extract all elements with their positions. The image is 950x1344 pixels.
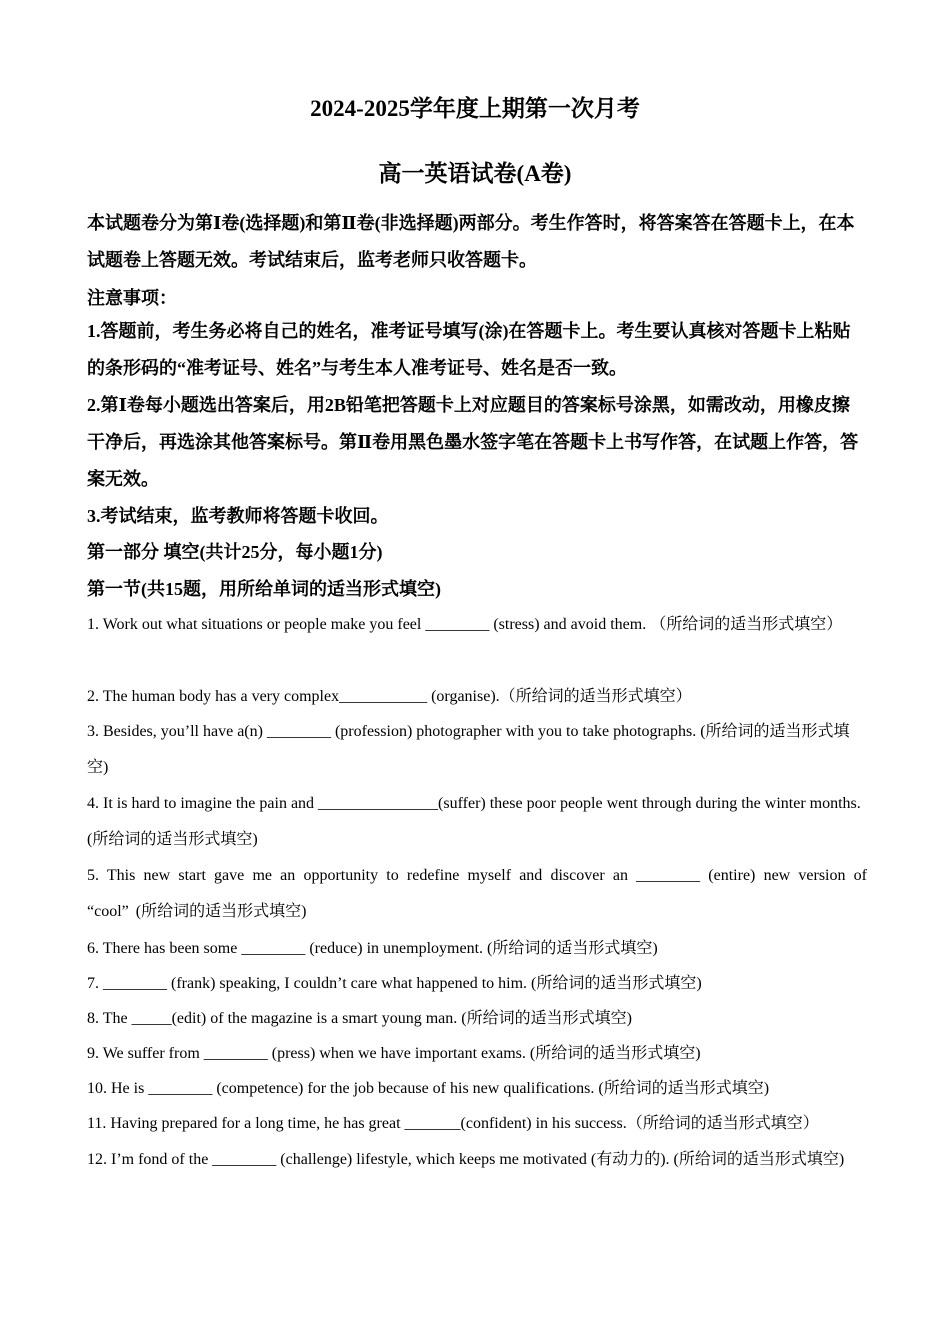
question-item: 3. Besides, you’ll have a(n) ________ (profession) photographer with you to take photographs. (所给词的适当形式填空) <box>87 723 850 776</box>
question-item: 10. He is ________ (competence) for the job because of his new qualifications. (所给词的适当形式填空) <box>87 1080 770 1097</box>
section1-heading: 第一节(共15题，用所给单词的适当形式填空) <box>87 579 441 599</box>
question-item: 12. I’m fond of the ________ (challenge) lifestyle, which keeps me motivated (有动力的). (所给词的适当形式填空) <box>87 1151 845 1168</box>
part1-heading: 第一部分 填空(共计25分，每小题1分) <box>87 542 383 562</box>
question-item: 2. The human body has a very complex___________ (organise).（所给词的适当形式填空） <box>87 688 692 705</box>
question-item: 4. It is hard to imagine the pain and _______________(suffer) these poor people went through during the winter months. (所给词的适当形式填空) <box>87 795 861 848</box>
question-item: 7. ________ (frank) speaking, I couldn’t care what happened to him. (所给词的适当形式填空) <box>87 975 702 992</box>
notice-item-2: 2.第Ⅰ卷每小题选出答案后，用2B铅笔把答题卡上对应题目的答案标号涂黑，如需改动，用橡皮擦干净后，再选涂其他答案标号。第Ⅱ卷用黑色墨水签字笔在答题卡上书写作答，在试题上作答，答案无效。 <box>87 395 859 489</box>
question-item: 11. Having prepared for a long time, he has great _______(confident) in his success.（所给词的适当形式填空） <box>87 1115 819 1132</box>
notice-title: 注意事项： <box>87 288 177 308</box>
page-subtitle: 高一英语试卷(A卷) <box>378 161 572 186</box>
question-item: 6. There has been some ________ (reduce) in unemployment. (所给词的适当形式填空) <box>87 940 658 957</box>
notice-item-3: 3.考试结束，监考教师将答题卡收回。 <box>87 506 389 526</box>
question-item: 5. This new start gave me an opportunity to redefine myself and discover an ________ (entire) new version of “cool” (所给词的适当形式填空) <box>87 867 867 920</box>
page-title: 2024-2025学年度上期第一次月考 <box>310 96 640 121</box>
question-item: 8. The _____(edit) of the magazine is a smart young man. (所给词的适当形式填空) <box>87 1010 632 1027</box>
question-item: 1. Work out what situations or people make you feel ________ (stress) and avoid them. （所给词的适当形式填空） <box>87 616 843 633</box>
intro-paragraph: 本试题卷分为第Ⅰ卷(选择题)和第Ⅱ卷(非选择题)两部分。考生作答时，将答案答在答题卡上，在本试题卷上答题无效。考试结束后，监考老师只收答题卡。 <box>87 213 855 270</box>
question-item: 9. We suffer from ________ (press) when we have important exams. (所给词的适当形式填空) <box>87 1045 701 1062</box>
notice-item-1: 1.答题前，考生务必将自己的姓名，准考证号填写(涂)在答题卡上。考生要认真核对答题卡上粘贴的条形码的“准考证号、姓名”与考生本人准考证号、姓名是否一致。 <box>87 321 851 378</box>
